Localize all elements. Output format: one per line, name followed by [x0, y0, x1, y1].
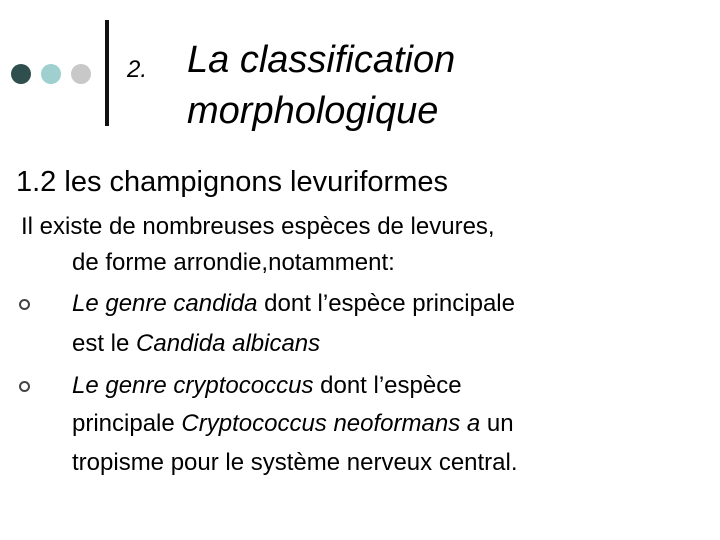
title-divider: [105, 20, 109, 126]
hollow-circle-bullet-icon: [19, 381, 30, 392]
bullet-2-genus: Le genre cryptococcus: [72, 372, 314, 399]
bullet-2-suffix: un: [480, 410, 514, 437]
bullet-1-genus: Le genre candida: [72, 290, 258, 317]
bullet-2-line-1: [72, 372, 462, 400]
slide-title-line-1: La classification: [187, 39, 456, 81]
bullet-2-prefix: principale: [72, 410, 182, 437]
section-heading: 1.2 les champignons levuriformes: [16, 166, 448, 198]
title-number: 2.: [127, 56, 148, 83]
intro-line-1: Il existe de nombreuses espèces de levures,: [21, 213, 495, 240]
decorative-dot-grey: [71, 64, 91, 84]
hollow-circle-bullet-icon: [19, 299, 30, 310]
bullet-1-species: Candida albicans: [136, 330, 321, 357]
intro-line-2: de forme arrondie,notamment:: [72, 249, 395, 276]
bullet-1-prefix: est le: [72, 330, 137, 357]
bullet-2-text: dont l’espèce: [313, 372, 462, 399]
bullet-1-line-2: [72, 330, 320, 358]
decorative-dot-teal: [41, 64, 61, 84]
bullet-1-text: dont l’espèce principale: [257, 290, 515, 317]
bullet-2-line-3: tropisme pour le système nerveux central.: [72, 449, 518, 476]
slide-title-line-2: morphologique: [187, 90, 439, 132]
bullet-2-line-2: [72, 410, 514, 438]
bullet-2-species: Cryptococcus neoformans a: [181, 410, 481, 437]
decorative-dot-dark: [11, 64, 31, 84]
bullet-1-line-1: [72, 290, 515, 318]
